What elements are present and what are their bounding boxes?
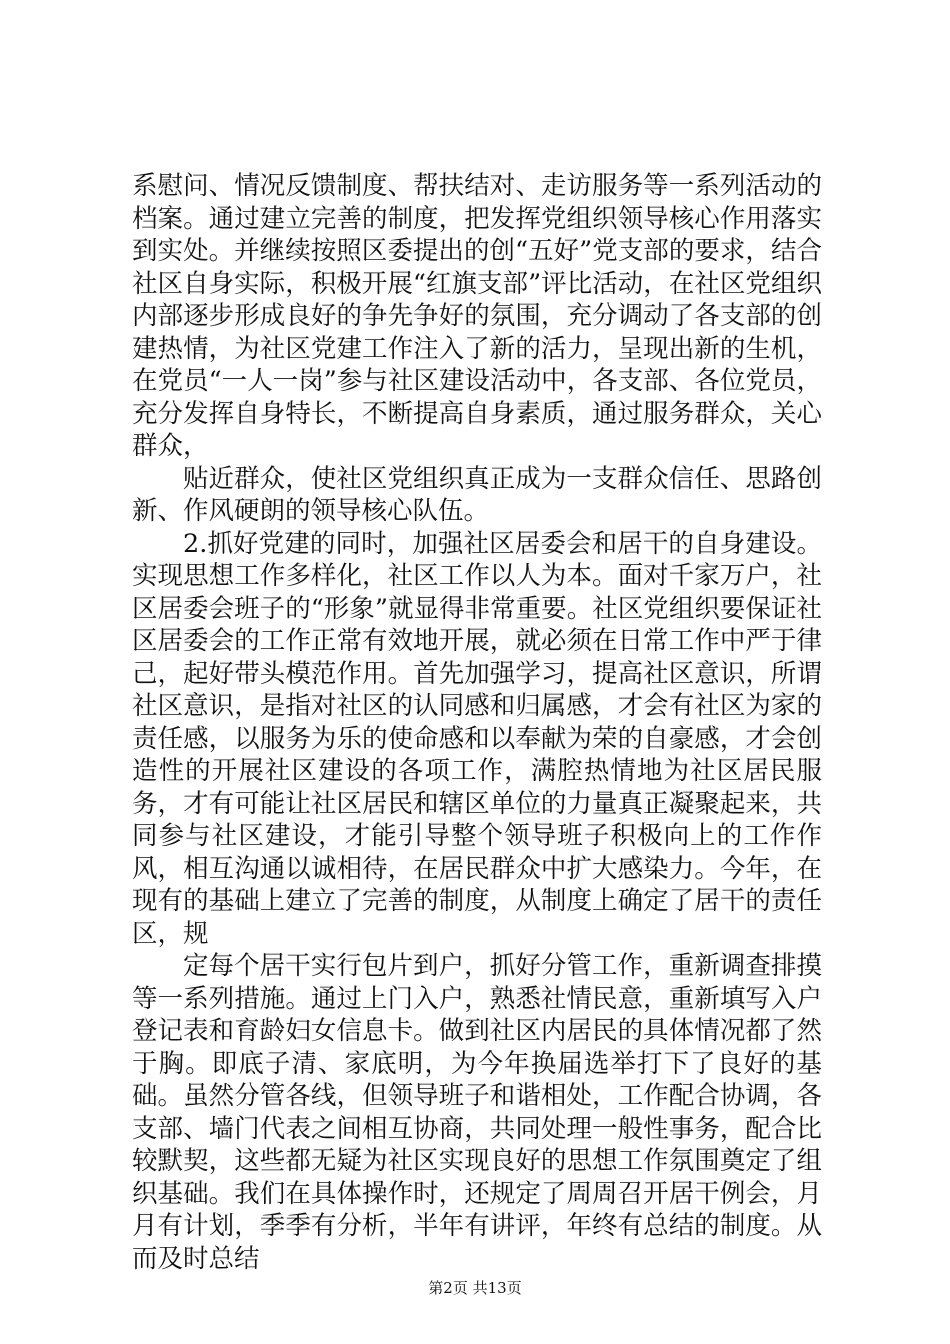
document-body: [132, 170, 822, 1275]
paragraph-4: 定每个居干实行包片到户，抓好分管工作，重新调查排摸等一系列措施。通过上门入户，熟悉社情民意，重新填写入户登记表和育龄妇女信息卡。做到社区内居民的具体情况都了然于胸。即底子清、家底明，为今年换届选举打下了良好的基础。虽然分管各线，但领导班子和谐相处，工作配合协调，各支部、墙门代表之间相互协商，共同处理一般性事务，配合比较默契，这些都无疑为社区实现良好的思想工作氛围奠定了组织基础。我们在具体操作时，还规定了周周召开居干例会，月月有计划，季季有分析，半年有讲评，年终有总结的制度。从而及时总结: [132, 951, 822, 1274]
paragraph-3: 2.抓好党建的同时，加强社区居委会和居干的自身建设。实现思想工作多样化，社区工作以人为本。面对千家万户，社区居委会班子的“形象”就显得非常重要。社区党组织要保证社区居委会的工作正常有效地开展，就必须在日常工作中严于律己，起好带头模范作用。首先加强学习，提高社区意识，所谓社区意识，是指对社区的认同感和归属感，才会有社区为家的责任感，以服务为乐的使命感和以奉献为荣的自豪感，才会创造性的开展社区建设的各项工作，满腔热情地为社区居民服务，才有可能让社区居民和辖区单位的力量真正凝聚起来，共同参与社区建设，才能引导整个领导班子积极向上的工作作风，相互沟通以诚相待，在居民群众中扩大感染力。今年，在现有的基础上建立了完善的制度，从制度上确定了居干的责任区，规: [132, 528, 822, 949]
paragraph-1: 系慰问、情况反馈制度、帮扶结对、走访服务等一系列活动的档案。通过建立完善的制度，把发挥党组织领导核心作用落实到实处。并继续按照区委提出的创“五好”党支部的要求，结合社区自身实际，积极开展“红旗支部”评比活动，在社区党组织内部逐步形成良好的争先争好的氛围，充分调动了各支部的创建热情，为社区党建工作注入了新的活力，呈现出新的生机，在党员“一人一岗”参与社区建设活动中，各支部、各位党员，充分发挥自身特长，不断提高自身素质，通过服务群众，关心群众，: [132, 171, 822, 461]
paragraph-2: 贴近群众，使社区党组织真正成为一支群众信任、思路创新、作风硬朗的领导核心队伍。: [132, 463, 822, 526]
page-number-footer: 第2页 共13页: [428, 1279, 522, 1297]
